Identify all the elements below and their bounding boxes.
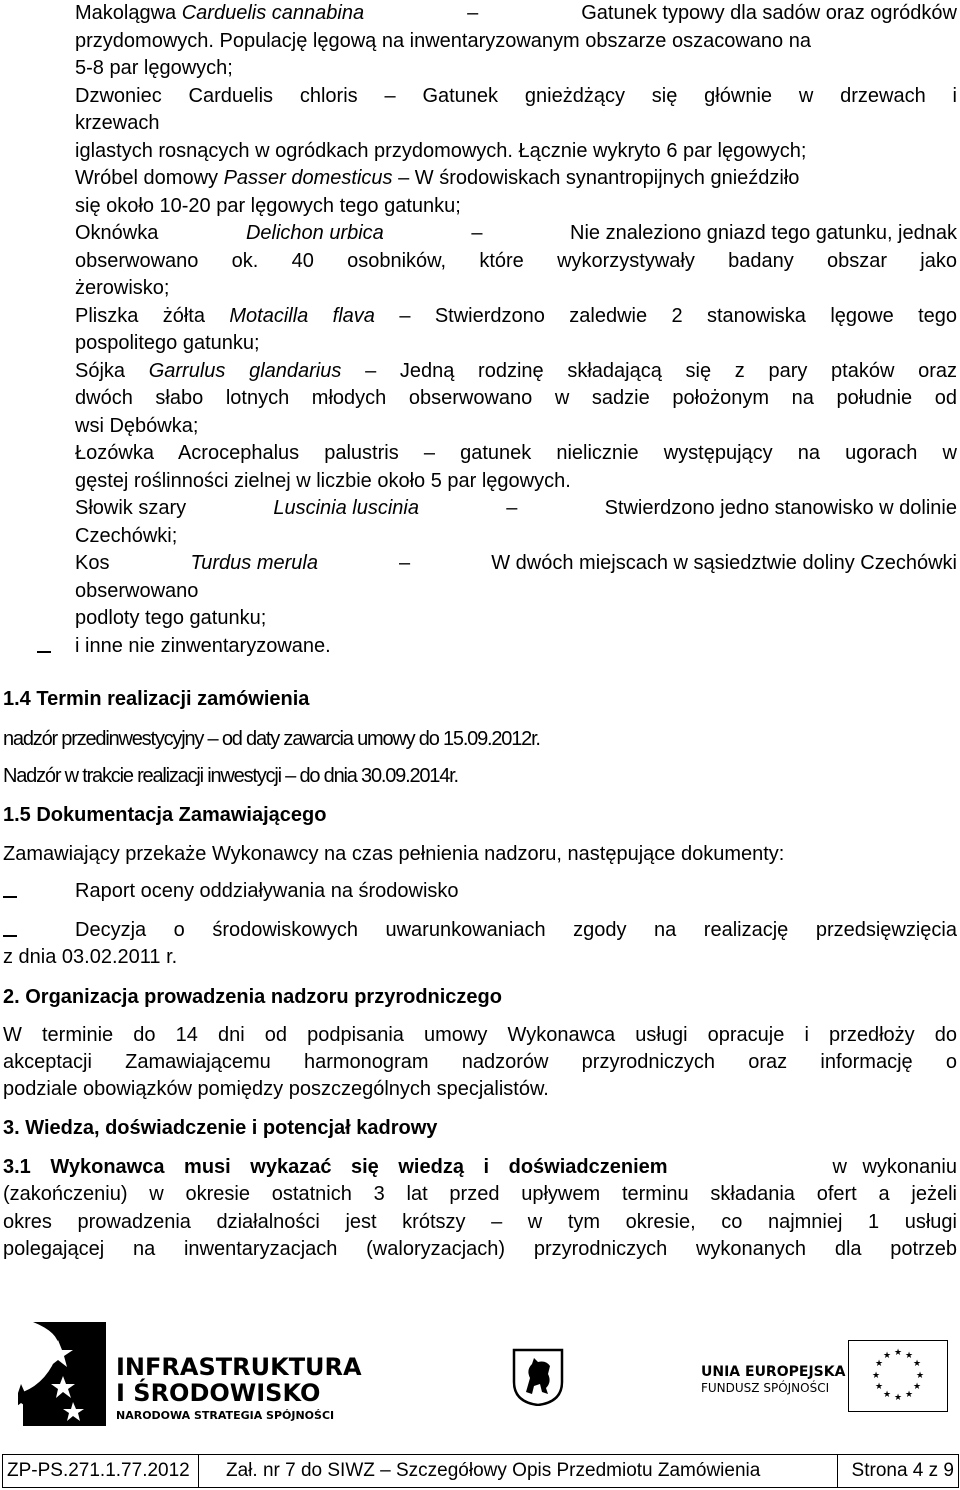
eu-flag-icon xyxy=(848,1340,948,1412)
footer-page-number: Strona 4 z 9 xyxy=(851,1460,954,1481)
paragraph-line: (zakończeniu) w okresie ostatnich 3 lat przed upływem terminu składania ofert a jeżeli xyxy=(3,1183,957,1205)
species-line: obserwowano ok. 40 osobników, które wykorzystywały badany obszar jako xyxy=(75,250,957,272)
svg-text:★: ★ xyxy=(882,1390,892,1400)
section-heading: 1.4 Termin realizacji zamówienia xyxy=(3,688,310,710)
svg-text:★: ★ xyxy=(912,1382,922,1392)
svg-text:★: ★ xyxy=(893,1348,903,1358)
species-line: dwóch słabo lotnych młodych obserwowano w sadzie położonym na południe od xyxy=(75,387,957,409)
eu-subtitle: FUNDUSZ SPÓJNOŚCI xyxy=(701,1381,830,1395)
svg-text:★: ★ xyxy=(874,1382,884,1392)
species-line: żerowisko; xyxy=(75,277,170,299)
infrastruktura-logo xyxy=(18,1322,108,1427)
paragraph-line: akceptacji Zamawiającemu harmonogram nadzorów przyrodniczych oraz informację o xyxy=(3,1051,957,1073)
species-line: Łozówka Acrocephalus palustris – gatunek nielicznie występujący na ugorach w xyxy=(75,442,957,464)
species-line: Makolągwa Carduelis cannabina – Gatunek typowy dla sadów oraz ogródków xyxy=(75,2,957,24)
coat-of-arms-icon xyxy=(512,1348,564,1406)
species-line: iglastych rosnących w ogródkach przydomowych. Łącznie wykryto 6 par lęgowych; xyxy=(75,140,807,162)
paragraph-line: W terminie do 14 dni od podpisania umowy Wykonawca usługi opracuje i przedłoży do xyxy=(3,1024,957,1046)
list-item: Decyzja o środowiskowych uwarunkowaniach zgody na realizację przedsięwzięcia xyxy=(75,919,957,941)
list-item: Raport oceny oddziaływania na środowisko xyxy=(75,880,459,902)
species-line: obserwowano xyxy=(75,580,199,602)
species-line: przydomowych. Populację lęgową na inwentaryzowanym obszarze oszacowano na xyxy=(75,30,811,52)
species-line: Dzwoniec Carduelis chloris – Gatunek gnieżdżący się głównie w drzewach i xyxy=(75,85,957,107)
paragraph-line: polegającej na inwentaryzacjach (waloryzacjach) przyrodniczych wykonanych dla potrzeb xyxy=(3,1238,957,1260)
species-line: wsi Dębówka; xyxy=(75,415,199,437)
svg-text:★: ★ xyxy=(874,1359,884,1369)
paragraph-line: 3.1 Wykonawca musi wykazać się wiedzą i doświadczeniem w wykonaniu xyxy=(3,1156,957,1178)
species-line: Kos Turdus merula – W dwóch miejscach w sąsiedztwie doliny Czechówki xyxy=(75,552,957,574)
paragraph: Nadzór w trakcie realizacji inwestycji – do dnia 30.09.2014r. xyxy=(3,765,458,787)
svg-text:★: ★ xyxy=(882,1351,892,1361)
species-line: Czechówki; xyxy=(75,525,178,547)
page-footer xyxy=(2,1454,959,1488)
list-item-continuation: z dnia 03.02.2011 r. xyxy=(3,946,178,968)
footer-reference: ZP-PS.271.1.77.2012 xyxy=(3,1455,199,1487)
section-heading: 1.5 Dokumentacja Zamawiającego xyxy=(3,804,327,826)
species-line: Sójka Garrulus glandarius – Jedną rodzinę składającą się z pary ptaków oraz xyxy=(75,360,957,382)
list-dash-icon xyxy=(37,651,51,653)
species-line: krzewach xyxy=(75,112,160,134)
paragraph: nadzór przedinwestycyjny – od daty zawarcia umowy do 15.09.2012r. xyxy=(3,728,540,750)
species-line: Słowik szary Luscinia luscinia – Stwierdzono jedno stanowisko w dolinie xyxy=(75,497,957,519)
svg-text:★: ★ xyxy=(904,1390,914,1400)
species-line: gęstej roślinności zielnej w liczbie około 5 par lęgowych. xyxy=(75,470,571,492)
species-line: pospolitego gatunku; xyxy=(75,332,260,354)
logo-subtitle: NARODOWA STRATEGIA SPÓJNOŚCI xyxy=(116,1409,335,1422)
paragraph: Zamawiający przekaże Wykonawcy na czas pełnienia nadzoru, następujące dokumenty: xyxy=(3,843,785,865)
species-line: Oknówka Delichon urbica – Nie znaleziono gniazd tego gatunku, jednak xyxy=(75,222,957,244)
list-dash-icon xyxy=(3,935,17,937)
paragraph-line: podziale obowiązków pomiędzy poszczególnych specjalistów. xyxy=(3,1078,549,1100)
section-heading: 3. Wiedza, doświadczenie i potencjał kadrowy xyxy=(3,1117,438,1139)
species-line: i inne nie zinwentaryzowane. xyxy=(75,635,331,657)
svg-text:★: ★ xyxy=(904,1351,914,1361)
svg-text:★: ★ xyxy=(871,1371,881,1381)
section-heading: 2. Organizacja prowadzenia nadzoru przyrodniczego xyxy=(3,986,502,1008)
logo-title-line: I ŚRODOWISKO xyxy=(116,1379,321,1407)
logo-title-line: INFRASTRUKTURA xyxy=(116,1353,362,1381)
species-line: Wróbel domowy Passer domesticus – W środowiskach synantropijnych gnieździło xyxy=(75,167,800,189)
svg-text:★: ★ xyxy=(915,1371,925,1381)
species-line: się około 10-20 par lęgowych tego gatunku; xyxy=(75,195,461,217)
species-line: Pliszka żółta Motacilla flava – Stwierdzono zaledwie 2 stanowiska lęgowe tego xyxy=(75,305,958,327)
svg-text:★: ★ xyxy=(912,1359,922,1369)
paragraph-line: okres prowadzenia działalności jest krótszy – w tym okresie, co najmniej 1 usługi xyxy=(3,1211,957,1233)
species-line: podloty tego gatunku; xyxy=(75,607,267,629)
list-dash-icon xyxy=(3,896,17,898)
species-line: 5-8 par lęgowych; xyxy=(75,57,233,79)
svg-text:★: ★ xyxy=(893,1393,903,1403)
eu-title: UNIA EUROPEJSKA xyxy=(701,1364,846,1380)
footer-document-title: Zał. nr 7 do SIWZ – Szczegółowy Opis Przedmiotu Zamówienia xyxy=(199,1455,838,1487)
